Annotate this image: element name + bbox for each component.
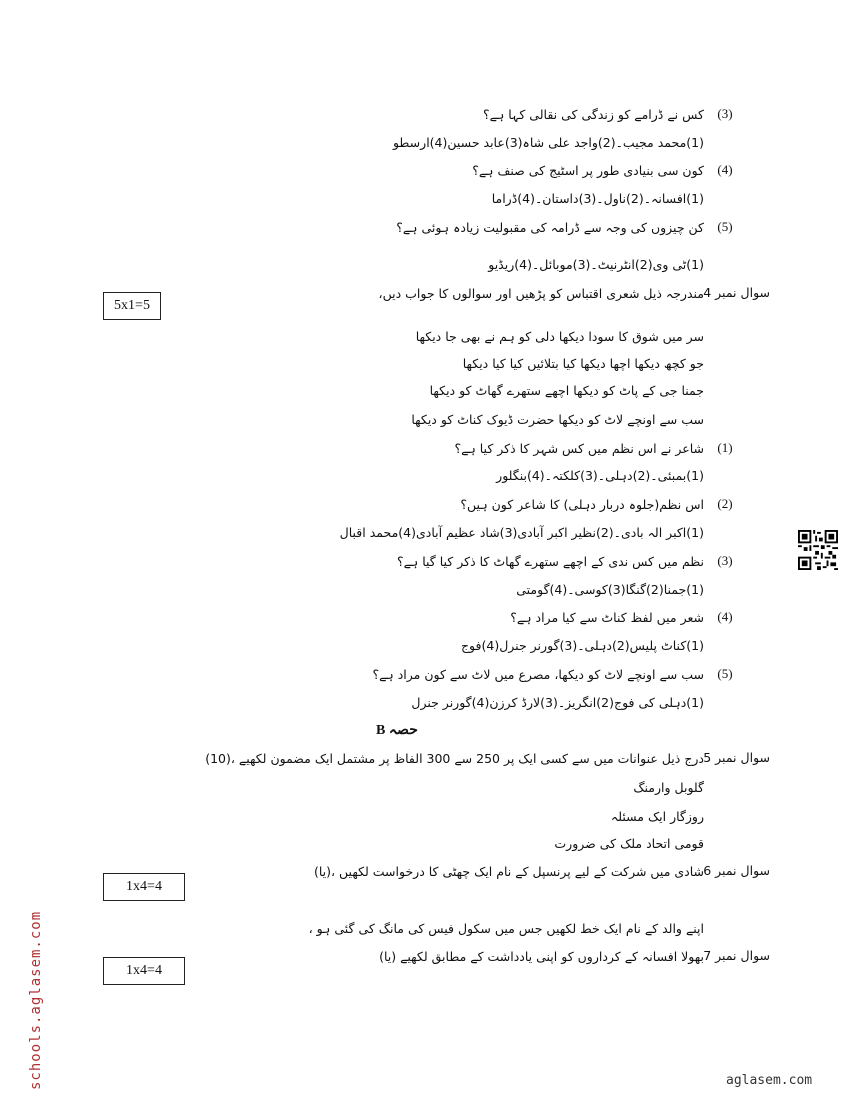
question-text: شادی میں شرکت کے لیے پرنسپل کے نام ایک چھٹی کا درخواست لکھیں ،(یا) [313,864,704,879]
question-number: (3) [717,106,733,121]
answer-options: (1)ٹی وی(2)انٹرنیٹ۔(3)موبائل۔(4)ریڈیو [488,257,704,272]
question-text: درج ذیل عنوانات میں سے کسی ایک پر 250 سے 300 الفاظ پر مشتمل ایک مضمون لکھیے ،(10) [205,751,704,766]
poem-line: سب سے اونچے لاٹ کو دیکھا حضرت ڈیوک کناٹ کو دیکھا [411,412,704,427]
question-number: (1) [717,440,733,455]
essay-topic: قومی اتحاد ملک کی ضرورت [554,836,704,851]
answer-options: (1)جمنا(2)گنگا(3)کوسی۔(4)گومتی [516,582,704,597]
bottom-watermark: aglasem.com [726,1073,813,1088]
answer-options: (1)محمد مجیب۔(2)واجد علی شاہ(3)عابد حسین(4)ارسطو [392,135,704,150]
question-label: سوال نمبر 7 [703,948,770,963]
question-number: (4) [717,162,733,177]
question-text: شعر میں لفظ کناٹ سے کیا مراد ہے؟ [510,610,704,625]
question-text: کون سی بنیادی طور پر اسٹیج کی صنف ہے؟ [472,163,704,178]
question-text: بھولا افسانہ کے کرداروں کو اپنی یادداشت کے مطابق لکھیے (یا) [379,949,704,964]
question-number: (5) [717,219,733,234]
marks-box: 1x4=4 [103,873,185,901]
answer-options: (1)افسانہ۔(2)ناول۔(3)داستان۔(4)ڈراما [491,191,704,206]
question-text: کن چیزوں کی وجہ سے ڈرامہ کی مقبولیت زیادہ ہوئی ہے؟ [396,220,704,235]
question-number: (3) [717,553,733,568]
marks-box: 1x4=4 [103,957,185,985]
question-label: سوال نمبر 4 [703,285,770,300]
answer-options: (1)بمبئی۔(2)دہلی۔(3)کلکتہ۔(4)بنگلور [496,468,704,483]
question-label: سوال نمبر 5 [703,750,770,765]
section-title: حصہ B [376,723,418,738]
answer-options: (1)اکبر الہ بادی۔(2)نظیر اکبر آبادی(3)شاد عظیم آبادی(4)محمد اقبال [339,525,704,540]
question-text: کس نے ڈرامے کو زندگی کی نقالی کہا ہے؟ [482,107,704,122]
question-label: سوال نمبر 6 [703,863,770,878]
side-watermark [12,900,44,1090]
question-instruction: مندرجہ ذیل شعری اقتباس کو پڑھیں اور سوالوں کا جواب دیں، [378,286,704,301]
marks-box: 5x1=5 [103,292,161,320]
question-text: سب سے اونچے لاٹ کو دیکھا، مصرع میں لاٹ سے کون مراد ہے؟ [372,667,704,682]
question-number: (4) [717,609,733,624]
poem-line: جو کچھ دیکھا اچھا دیکھا کیا بتلائیں کیا کیا دیکھا [462,356,704,371]
side-watermark-text: schools.aglasem.com [28,910,44,1090]
essay-topic: روزگار ایک مسئلہ [610,809,704,824]
answer-options: (1)کناٹ پلیس(2)دہلی۔(3)گورنر جنرل(4)فوج [460,638,704,653]
question-number: (5) [717,666,733,681]
question-text: شاعر نے اس نظم میں کس شہر کا ذکر کیا ہے؟ [454,441,704,456]
poem-line: جمنا جی کے پاٹ کو دیکھا اچھے ستھرے گھاٹ کو دیکھا [429,383,704,398]
question-text: نظم میں کس ندی کے اچھے ستھرے گھاٹ کا ذکر کیا گیا ہے؟ [396,554,704,569]
question-number: (2) [717,496,733,511]
qr-code-icon [798,530,838,570]
poem-line: سر میں شوق کا سودا دیکھا دلی کو ہم نے بھی جا دیکھا [415,329,704,344]
answer-options: (1)دہلی کی فوج(2)انگریز۔(3)لارڈ کرزن(4)گورنر جنرل [411,695,704,710]
alternate-question: اپنے والد کے نام ایک خط لکھیں جس میں سکول فیس کی مانگ کی گئی ہو ، [308,921,704,936]
essay-topic: گلوبل وارمنگ [633,780,704,795]
question-text: اس نظم(جلوہ دربار دہلی) کا شاعر کون ہیں؟ [460,497,704,512]
